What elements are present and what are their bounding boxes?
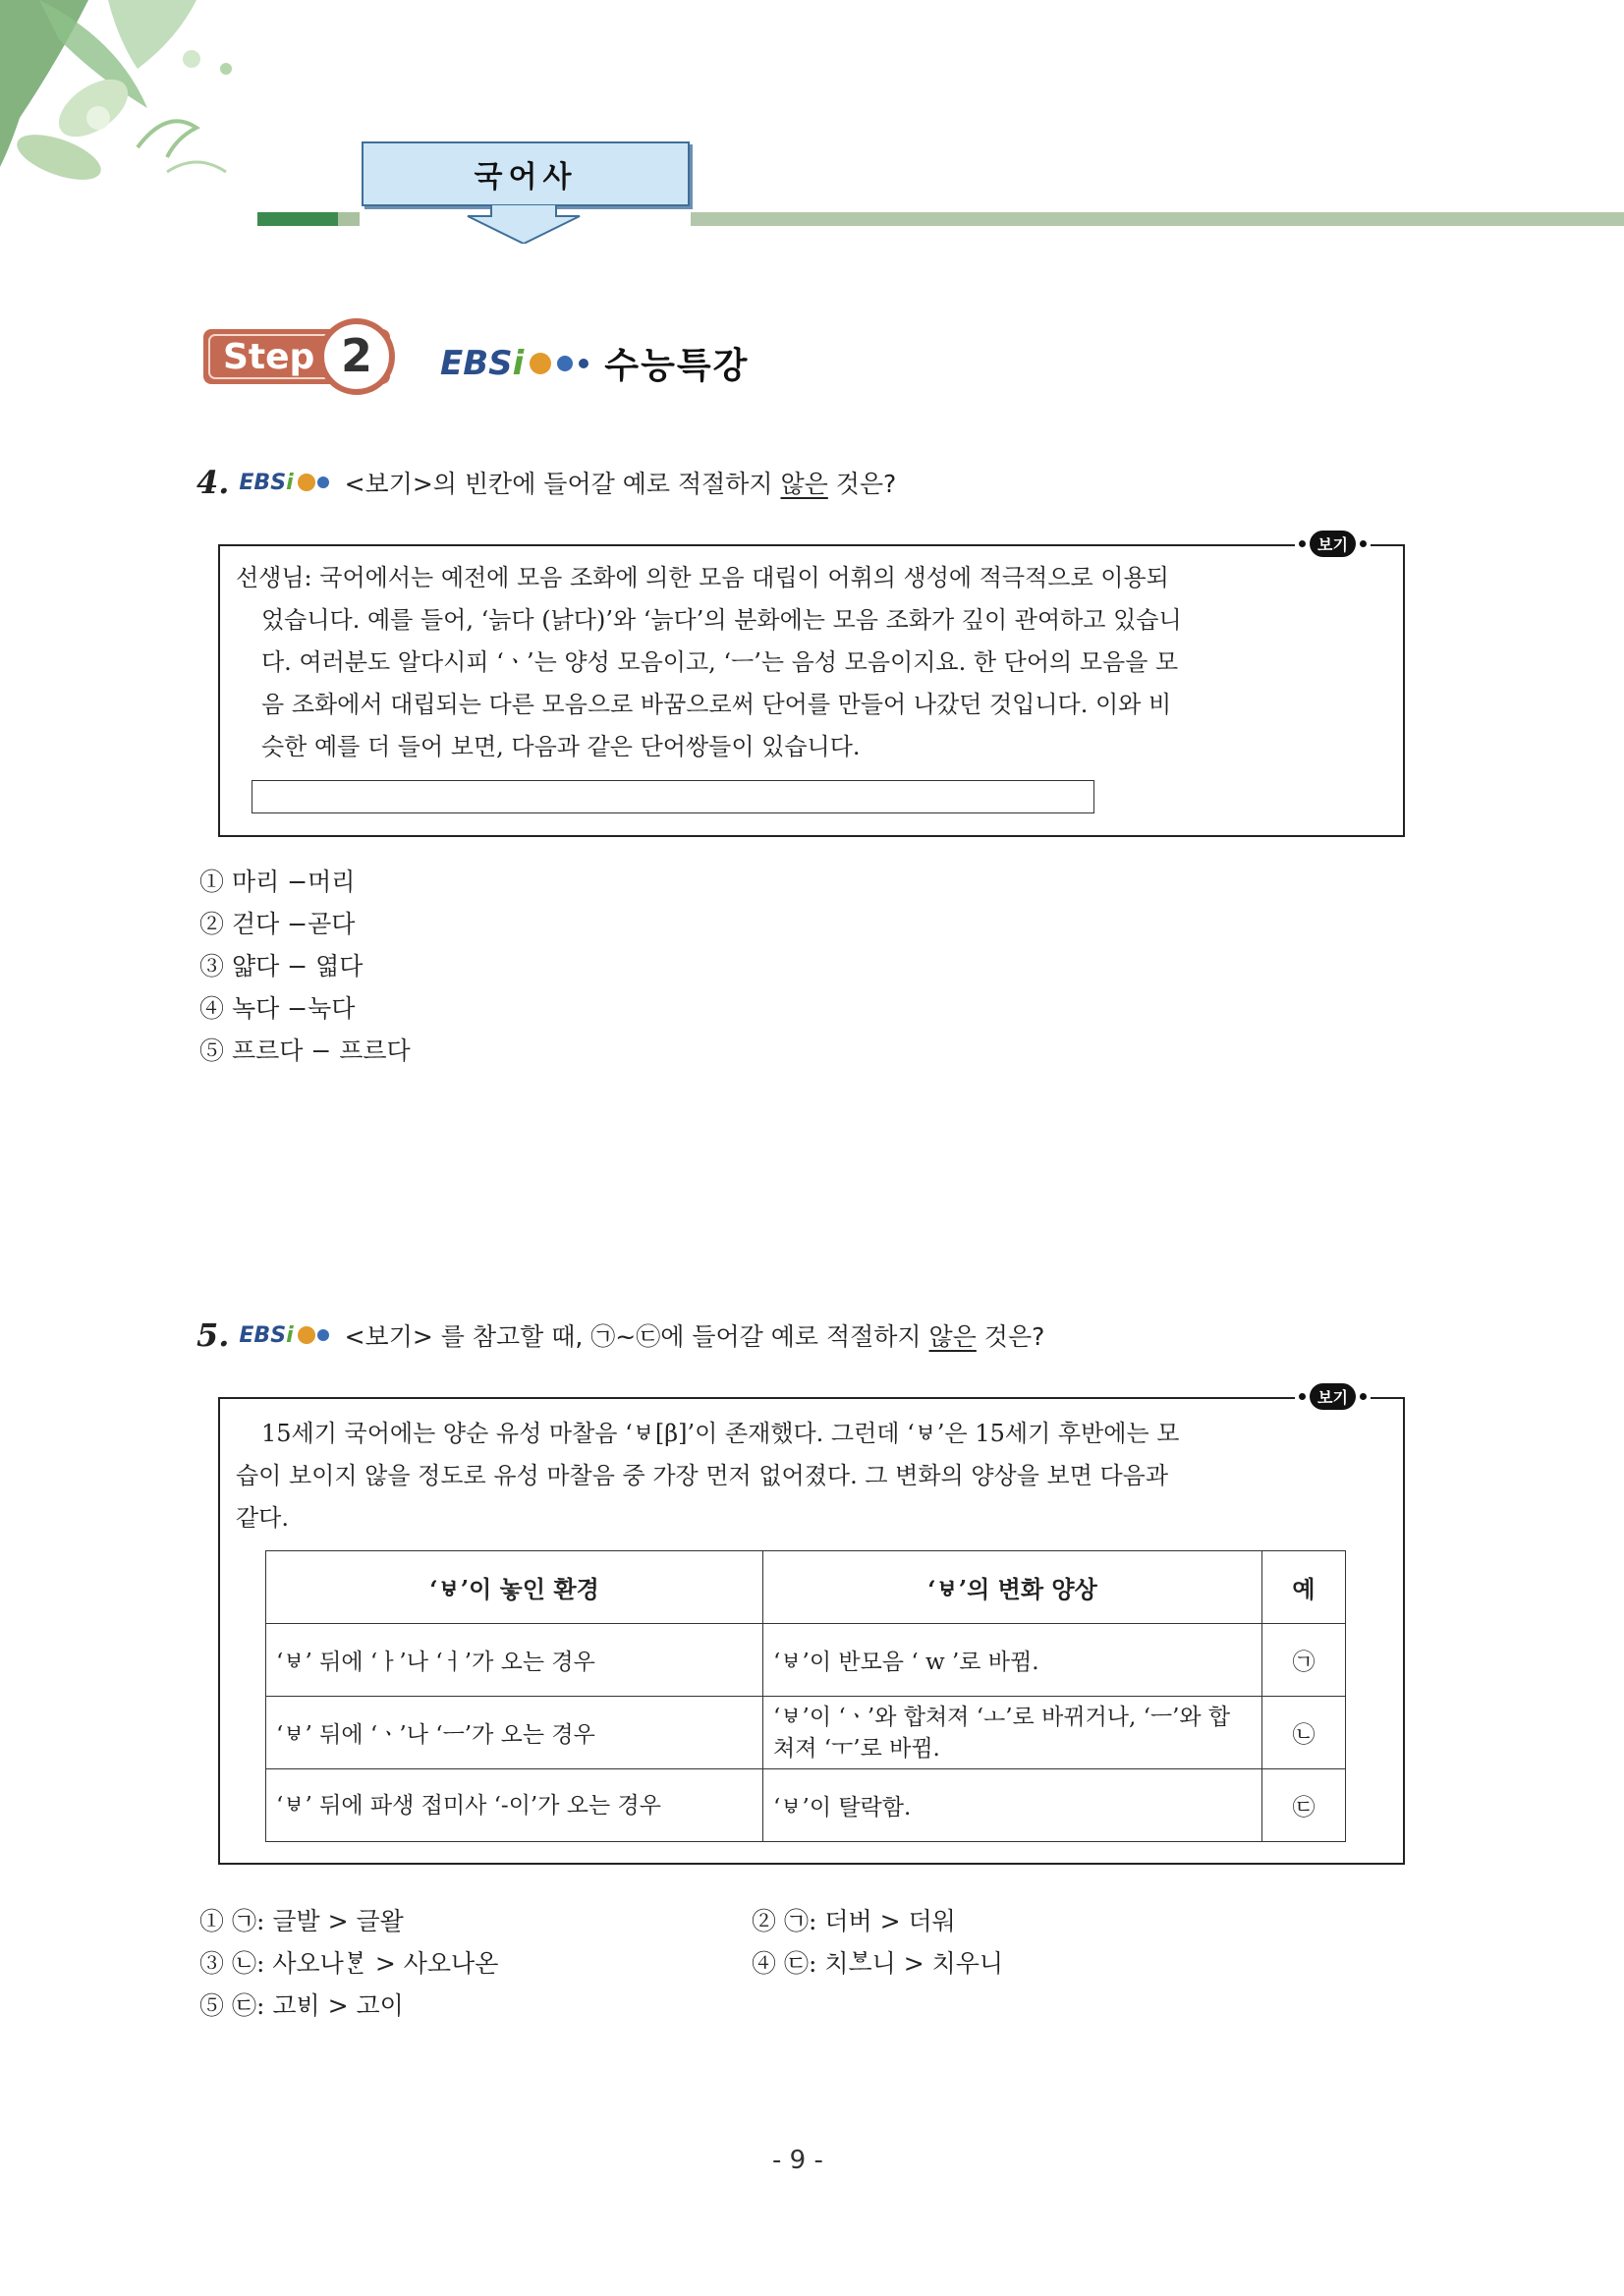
header-bar-right [691,212,1624,226]
bogi-dot-icon [1299,1393,1306,1400]
table-row [266,1697,1346,1769]
header-change: ‘ㅸ’의 변화 양상 [763,1551,1262,1624]
option-5[interactable]: ⑤ ㉢: 고ᄫᅵ > 고이 [199,1991,404,2020]
bogi-dot-icon [1360,540,1367,547]
subject-title: 국어사 [362,141,690,206]
cell-environment: ‘ㅸ’ 뒤에 ‘ㅏ’나 ‘ㅓ’가 오는 경우 [266,1624,763,1697]
down-arrow-icon [462,204,586,244]
option-2[interactable]: ② 걷다 −곧다 [199,910,356,938]
cell-change: ‘ㅸ’이 반모음 ‘ w ’로 바뀜. [763,1624,1262,1697]
passage-line: 습이 보이지 않을 정도로 유성 마찰음 중 가장 먼저 없어졌다. 그 변화의 양상을 보면 다음과 [236,1462,1169,1489]
ebs-dot-icon [579,359,588,368]
bogi-label: 보기 [1310,1383,1356,1410]
question-prompt: <보기>의 빈칸에 들어갈 예로 적절하지 않은 것은? [344,470,897,498]
passage-line: 같다. [236,1504,289,1532]
change-table [265,1550,1346,1842]
q4-passage [236,557,1385,768]
ebs-logo: EBSi [239,1322,294,1348]
header-bar-dark [257,212,338,226]
ebs-dot-icon [557,356,573,371]
header-example: 예 [1262,1551,1346,1624]
cell-change: ‘ㅸ’이 탈락함. [763,1769,1262,1842]
q5-passage [236,1413,1385,1540]
table-header-row [266,1551,1346,1624]
passage-line: 다. 여러분도 알다시피 ‘ㆍ’는 양성 모음이고, ‘ㅡ’는 음성 모음이지요. 한 단어의 모음을 모 [261,648,1179,676]
page-number: - 9 - [772,2146,823,2175]
option-2[interactable]: ② ㉠: 더버 > 더워 [752,1907,956,1935]
option-5[interactable]: ⑤ 프르다 − 프르다 [199,1036,411,1065]
option-3[interactable]: ③ 얇다 − 엷다 [199,952,364,980]
cell-example: ㉢ [1262,1769,1346,1842]
bogi-label: 보기 [1310,531,1356,557]
option-4[interactable]: ④ 녹다 −눅다 [199,994,356,1023]
question-5-header [196,1316,1044,1354]
header-environment: ‘ㅸ’이 놓인 환경 [266,1551,763,1624]
ebs-series-title [440,338,749,388]
cell-environment: ‘ㅸ’ 뒤에 파생 접미사 ‘-이’가 오는 경우 [266,1769,763,1842]
ebs-dot-icon [298,1326,315,1344]
passage-line: 슷한 예를 더 들어 보면, 다음과 같은 단어쌍들이 있습니다. [261,733,861,760]
option-1[interactable]: ① ㉠: 글발 > 글왈 [199,1907,404,1935]
ebs-dot-icon [317,476,329,488]
ebs-dot-icon [298,474,315,491]
step-number: 2 [341,329,373,382]
header-bar-light [338,212,360,226]
table-row [266,1624,1346,1697]
question-prompt: <보기> 를 참고할 때, ㉠~㉢에 들어갈 예로 적절하지 않은 것은? [344,1322,1045,1351]
bogi-dot-icon [1299,540,1306,547]
bogi-tag [1295,531,1371,557]
cell-change: ‘ㅸ’이 ‘ㆍ’와 합쳐져 ‘ㅗ’로 바뀌거나, ‘ㅡ’와 합쳐져 ‘ㅜ’로 바뀜. [763,1697,1262,1769]
answer-blank [252,780,1094,813]
passage-line: 었습니다. 예를 들어, ‘늙다 (낡다)’와 ‘늙다’의 분화에는 모음 조화가 깊이 관여하고 있습니 [261,606,1182,634]
cell-example: ㉠ [1262,1624,1346,1697]
step-label: Step [223,337,315,377]
ebs-dot-icon [530,353,551,374]
series-title: 수능특강 [604,346,750,386]
leaf-decoration [0,0,255,226]
cell-example: ㉡ [1262,1697,1346,1769]
table-row [266,1769,1346,1842]
passage-line: 음 조화에서 대립되는 다른 모음으로 바꿈으로써 단어를 만들어 나갔던 것입니다. 이와 비 [261,691,1172,718]
ebs-logo: EBSi [239,470,294,495]
cell-environment: ‘ㅸ’ 뒤에 ‘ㆍ’나 ‘ㅡ’가 오는 경우 [266,1697,763,1769]
step-badge [201,317,418,396]
passage-line: 15세기 국어에는 양순 유성 마찰음 ‘ㅸ[β]’이 존재했다. 그런데 ‘ㅸ’은 15세기 후반에는 모 [261,1420,1180,1447]
passage-line: 선생님: 국어에서는 예전에 모음 조화에 의한 모음 대립이 어휘의 생성에 적극적으로 이용되 [236,564,1169,591]
ebs-logo: EBSi [440,343,525,383]
question-number: 5. [196,1316,230,1354]
option-1[interactable]: ① 마리 −머리 [199,868,356,896]
bogi-dot-icon [1360,1393,1367,1400]
bogi-tag [1295,1383,1371,1410]
option-3[interactable]: ③ ㉡: 사오나ᄫᆞᆫ > 사오나온 [199,1949,499,1978]
question-number: 4. [196,464,230,501]
q4-options [199,861,411,1072]
option-4[interactable]: ④ ㉢: 치ᄫᅳ니 > 치우니 [752,1949,1004,1978]
ebs-dot-icon [317,1329,329,1341]
question-4-header [196,464,896,501]
